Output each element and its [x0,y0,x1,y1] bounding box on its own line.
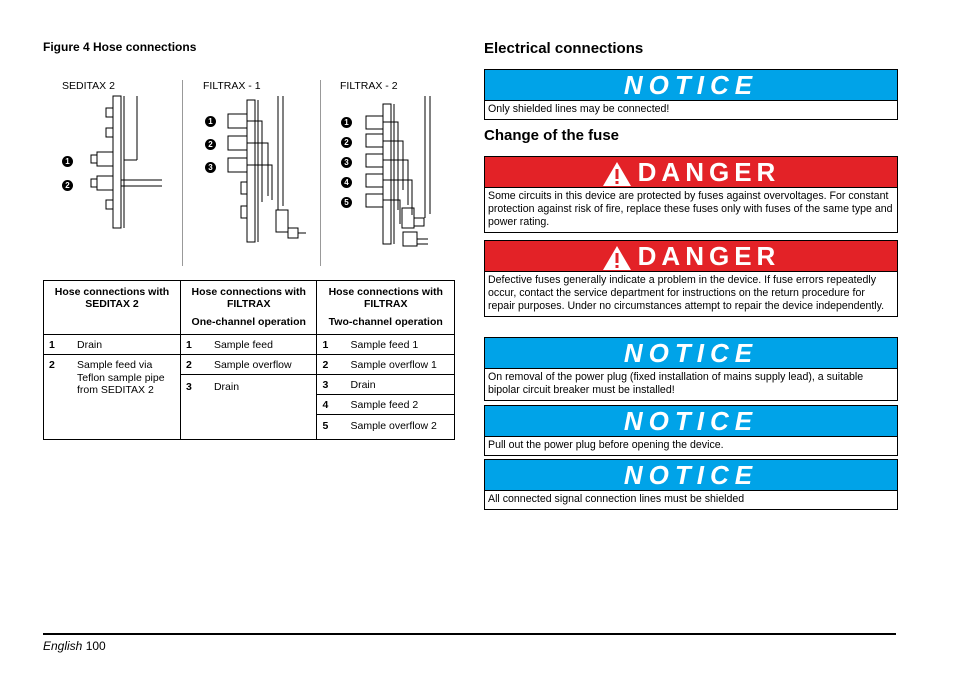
callout-2: 2 [205,139,216,150]
notice-text: Only shielded lines may be connected! [485,100,897,119]
notice-box [484,405,898,456]
table-row [317,395,454,415]
one-channel-column [180,335,317,440]
header-subtitle: One-channel operation [191,316,306,328]
notice-text: On removal of the power plug (fixed installation of mains supply lead), a suitable bipolar circuit breaker must be installed! [485,368,897,400]
table-row [181,355,317,375]
table-row [317,415,454,439]
seditax-column [44,335,181,440]
row-text: Drain [213,381,240,393]
footer-language: English [43,639,83,653]
hose-connections-table [43,280,455,440]
row-text: Sample feed [213,339,273,351]
table-row [44,335,180,355]
notice-text: Pull out the power plug before opening the device. [485,436,897,455]
row-number: 1 [185,339,192,351]
table-row [44,355,180,400]
notice-box [484,337,898,401]
callout-1: 1 [341,117,352,128]
row-number: 2 [49,359,55,371]
danger-text: Defective fuses generally indicate a problem in the device. If fuse errors repeatedly occur, contact the service department for instructions on the return procedure for repair purposes. Under no circumstances attempt to repair the device independently. [485,271,897,316]
callout-4: 4 [341,177,352,188]
row-text: Sample feed via Teflon sample pipe from SEDITAX 2 [77,359,165,396]
danger-box [484,156,898,233]
table-header-row [44,281,455,335]
footer [43,639,106,653]
row-text: Sample overflow [213,359,292,371]
callout-1: 1 [62,156,73,167]
table-body-row [44,335,455,440]
table-row [181,335,317,355]
row-text: Sample overflow 1 [350,359,437,371]
table-row [317,355,454,375]
table-row [181,375,317,397]
header-one-channel [180,281,317,335]
header-title: Hose connections with FILTRAX [328,286,443,310]
page-number: 100 [85,639,106,653]
row-number: 3 [322,379,329,391]
row-number: 1 [322,339,329,351]
warning-triangle-icon [602,245,632,271]
danger-word: DANGER [637,156,781,187]
hose-diagram-drawing [0,0,460,270]
row-text: Sample overflow 2 [350,420,437,432]
row-number: 4 [322,399,329,411]
two-channel-column [317,335,455,440]
notice-bar: NOTICE [485,338,897,368]
danger-bar [485,241,897,271]
danger-bar [485,157,897,187]
fuse-heading: Change of the fuse [484,127,620,144]
label-filtrax-1: FILTRAX - 1 [203,80,261,92]
header-seditax [44,281,181,335]
figure-caption: Figure 4 Hose connections [43,40,197,54]
row-text: Sample feed 2 [350,399,419,411]
danger-text: Some circuits in this device are protected by fuses against overvoltages. For constant protection against risk of fire, replace these fuses only with fuses of the same type and power rating. [485,187,897,232]
danger-box [484,240,898,317]
callout-3: 3 [205,162,216,173]
notice-box [484,69,898,120]
footer-rule [43,633,896,635]
row-number: 1 [49,339,55,351]
notice-bar: NOTICE [485,70,897,100]
danger-word: DANGER [637,240,781,271]
label-filtrax-2: FILTRAX - 2 [340,80,398,92]
callout-5: 5 [341,197,352,208]
row-number: 2 [322,359,329,371]
warning-triangle-icon [602,161,632,187]
label-seditax: SEDITAX 2 [62,80,115,92]
table-row [317,375,454,395]
notice-text: All connected signal connection lines must be shielded [485,490,897,509]
row-number: 3 [185,381,192,393]
row-text: Sample feed 1 [350,339,419,351]
header-two-channel [317,281,455,335]
header-title: Hose connections with SEDITAX 2 [54,286,170,310]
row-number: 2 [185,359,192,371]
electrical-heading: Electrical connections [484,40,644,57]
callout-1: 1 [205,116,216,127]
row-number: 5 [322,420,329,432]
callout-3: 3 [341,157,352,168]
notice-bar: NOTICE [485,406,897,436]
notice-box [484,459,898,510]
table-row [317,335,454,355]
header-subtitle: Two-channel operation [328,316,443,328]
callout-2: 2 [341,137,352,148]
header-title: Hose connections with FILTRAX [191,286,306,310]
row-text: Drain [350,379,376,391]
row-text: Drain [77,339,103,351]
notice-bar: NOTICE [485,460,897,490]
callout-2: 2 [62,180,73,191]
